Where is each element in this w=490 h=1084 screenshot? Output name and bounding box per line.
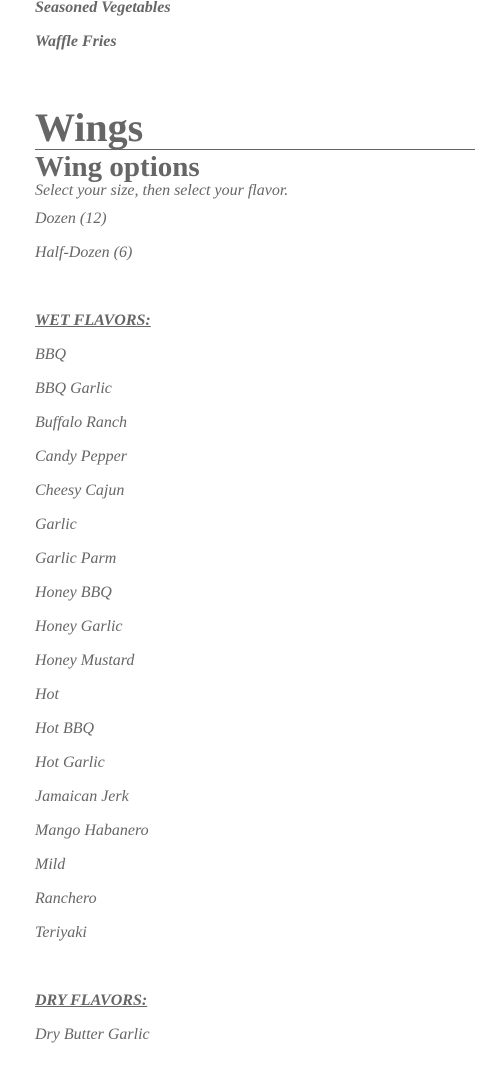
flavor-item: BBQ Garlic — [35, 380, 112, 397]
flavor-item: Buffalo Ranch — [35, 414, 127, 431]
dry-flavors-heading: DRY FLAVORS: — [35, 992, 148, 1009]
menu-item-waffle-fries: Waffle Fries — [35, 33, 117, 50]
menu-page — [35, 0, 475, 1052]
flavor-item: Ranchero — [35, 890, 97, 907]
size-option: Half-Dozen (6) — [35, 244, 133, 261]
flavor-item: Honey BBQ — [35, 584, 112, 601]
section-title-text: Wings — [35, 105, 144, 150]
section-title-wings — [35, 105, 475, 150]
flavor-item: Garlic — [35, 516, 77, 533]
size-option: Dozen (12) — [35, 210, 107, 227]
flavor-item: Hot Garlic — [35, 754, 105, 771]
flavor-item: Dry Butter Garlic — [35, 1026, 150, 1043]
flavor-item: Mango Habanero — [35, 822, 149, 839]
wet-flavors-heading: WET FLAVORS: — [35, 312, 151, 329]
wet-flavors-list — [35, 338, 475, 950]
flavor-item: Cheesy Cajun — [35, 482, 125, 499]
dry-flavors-list — [35, 1018, 475, 1052]
flavor-item: Hot — [35, 686, 59, 703]
flavor-item: Honey Mustard — [35, 652, 135, 669]
flavor-item: Garlic Parm — [35, 550, 117, 567]
flavor-item: Honey Garlic — [35, 618, 123, 635]
flavor-item: Mild — [35, 856, 66, 873]
flavor-item: Jamaican Jerk — [35, 788, 129, 805]
wing-options-description: Select your size, then select your flavor. — [35, 182, 289, 199]
flavor-item: Teriyaki — [35, 924, 87, 941]
wing-options-heading: Wing options — [35, 151, 200, 183]
flavor-item: Candy Pepper — [35, 448, 127, 465]
flavor-item: BBQ — [35, 346, 67, 363]
menu-item-seasoned-vegetables: Seasoned Vegetables — [35, 0, 171, 16]
flavor-item: Hot BBQ — [35, 720, 95, 737]
